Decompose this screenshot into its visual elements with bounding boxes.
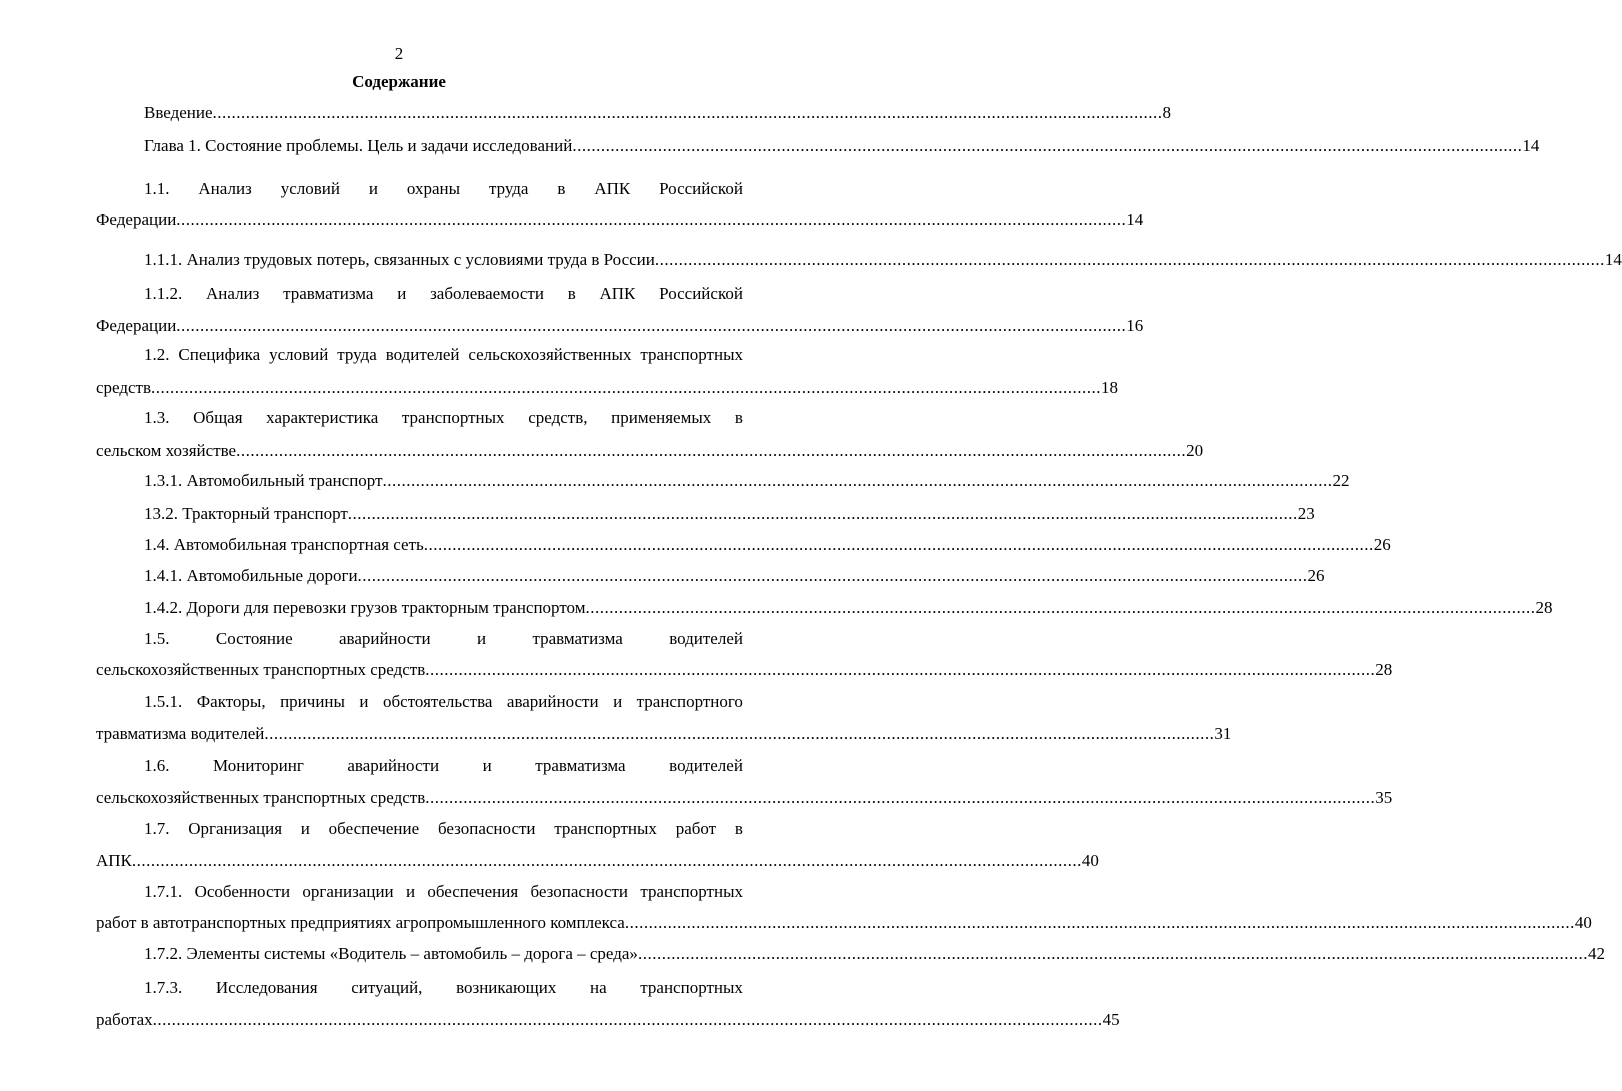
toc-entry[interactable] <box>96 911 1592 935</box>
toc-page-number: 40 <box>1574 913 1592 932</box>
toc-entry-word: в <box>734 408 743 427</box>
toc-leader-dots: ........................................................................................................................................................................................................ <box>382 471 1333 490</box>
toc-page-number: 20 <box>1186 441 1204 460</box>
toc-leader-dots: ........................................................................................................................................................................................................ <box>654 250 1605 269</box>
toc-entry-word: травматизма <box>535 756 626 775</box>
toc-entry-title: 1.1.1. Анализ трудовых потерь, связанных с условиями труда в России <box>144 250 655 269</box>
toc-entry-title: Введение <box>144 103 213 122</box>
toc-entry-word: транспортных <box>640 978 743 997</box>
toc-entry-number: 1.1. <box>144 179 170 198</box>
toc-entry-word: Российской <box>659 284 743 303</box>
toc-entry-word: Исследования <box>215 978 318 997</box>
toc-page-number: 14 <box>1522 136 1540 155</box>
toc-page-number: 28 <box>1375 660 1393 679</box>
toc-entry-word: и <box>368 179 378 198</box>
toc-entry-title: работ в автотранспортных предприятиях агропромышленного комплекса <box>96 913 625 932</box>
toc-entry-word: и <box>477 629 487 648</box>
toc-entry-title: Глава 1. Состояние проблемы. Цель и задачи исследований <box>144 136 573 155</box>
toc-page-number: 40 <box>1081 851 1099 870</box>
toc-entry-line <box>144 406 743 430</box>
toc-page-number: 18 <box>1101 378 1119 397</box>
toc-page-number: 45 <box>1102 1010 1120 1029</box>
toc-page-number: 16 <box>1126 316 1144 335</box>
toc-entry-title: травматизма водителей <box>96 724 265 743</box>
toc-page-number: 31 <box>1214 724 1232 743</box>
toc-entry-number: 1.1.2. <box>144 284 183 303</box>
toc-leader-dots: ........................................................................................................................................................................................................ <box>131 851 1082 870</box>
toc-leader-dots: ........................................................................................................................................................................................................ <box>176 210 1127 229</box>
toc-page-number: 23 <box>1297 504 1315 523</box>
toc-entry[interactable] <box>96 849 1099 873</box>
toc-entry-word: АПК <box>599 284 636 303</box>
toc-entry[interactable] <box>96 208 1144 232</box>
toc-page-number: 14 <box>1604 250 1622 269</box>
toc-entry-word: и <box>300 819 310 838</box>
toc-leader-dots: ........................................................................................................................................................................................................ <box>347 504 1298 523</box>
toc-entry-number: 1.3. <box>144 408 170 427</box>
toc-entry-word: и <box>397 284 407 303</box>
toc-entry-word: АПК <box>594 179 631 198</box>
toc-entry-word: причины <box>280 692 345 711</box>
toc-leader-dots: ........................................................................................................................................................................................................ <box>151 378 1102 397</box>
page-number: 2 <box>394 44 404 63</box>
toc-entry-line <box>144 690 743 714</box>
toc-entry-title: средств <box>96 378 152 397</box>
toc-entry-title: сельском хозяйстве <box>96 441 237 460</box>
toc-entry-word: обеспечение <box>328 819 420 838</box>
toc-entry-word: на <box>589 978 607 997</box>
toc-entry-word: в <box>567 284 576 303</box>
toc-entry-number: 1.5. <box>144 629 170 648</box>
toc-entry-title: 1.4.2. Дороги для перевозки грузов тракторным транспортом <box>144 598 586 617</box>
toc-entry-title: Федерации <box>96 210 177 229</box>
toc-leader-dots: ........................................................................................................................................................................................................ <box>423 535 1374 554</box>
toc-entry[interactable] <box>144 248 1622 272</box>
toc-entry-title: сельскохозяйственных транспортных средств <box>96 788 426 807</box>
toc-entry-word: обстоятельства <box>383 692 493 711</box>
toc-entry[interactable] <box>144 502 1315 526</box>
toc-entry-number: 1.5.1. <box>144 692 183 711</box>
toc-entry-word: Факторы, <box>196 692 266 711</box>
toc-entry-word: труда <box>488 179 529 198</box>
toc-entry-word: аварийности <box>338 629 431 648</box>
toc-entry-title: 1.4. Автомобильная транспортная сеть <box>144 535 424 554</box>
toc-leader-dots: ........................................................................................................................................................................................................ <box>236 441 1187 460</box>
toc-entry-title: 1.4.1. Автомобильные дороги <box>144 566 358 585</box>
toc-entry-word: транспортного <box>636 692 743 711</box>
toc-entry-word: безопасности <box>437 819 536 838</box>
toc-entry-word: и <box>613 692 623 711</box>
toc-entry-word: водителей <box>669 756 743 775</box>
toc-entry-line <box>144 282 743 306</box>
toc-entry-word: Общая <box>193 408 243 427</box>
toc-entry-word: транспортных <box>401 408 505 427</box>
toc-leader-dots: ........................................................................................................................................................................................................ <box>624 913 1575 932</box>
toc-leader-dots: ........................................................................................................................................................................................................ <box>585 598 1536 617</box>
toc-entry-title: 1.7.2. Элементы системы «Водитель – автомобиль – дорога – среда» <box>144 944 638 963</box>
toc-entry[interactable] <box>96 314 1144 338</box>
toc-entry-word: средств, <box>528 408 588 427</box>
toc-leader-dots: ........................................................................................................................................................................................................ <box>212 103 1163 122</box>
toc-page-number: 28 <box>1535 598 1553 617</box>
toc-entry-number: 1.7. <box>144 819 170 838</box>
toc-entry[interactable] <box>96 376 1119 400</box>
toc-entry[interactable] <box>144 564 1325 588</box>
toc-page-number: 35 <box>1375 788 1393 807</box>
toc-leader-dots: ........................................................................................................................................................................................................ <box>637 944 1588 963</box>
toc-entry-word: травматизма <box>532 629 623 648</box>
toc-entry[interactable] <box>96 722 1232 746</box>
toc-entry-title: 13.2. Тракторный транспорт <box>144 504 348 523</box>
toc-entry[interactable] <box>144 596 1553 620</box>
toc-leader-dots: ........................................................................................................................................................................................................ <box>572 136 1523 155</box>
toc-entry-word: заболеваемости <box>430 284 544 303</box>
toc-leader-dots: ........................................................................................................................................................................................................ <box>264 724 1215 743</box>
toc-leader-dots: ........................................................................................................................................................................................................ <box>176 316 1127 335</box>
toc-entry-word: и <box>482 756 492 775</box>
toc-entry[interactable] <box>144 134 1540 158</box>
toc-entry[interactable] <box>144 942 1605 966</box>
toc-entry-number: 1.6. <box>144 756 170 775</box>
toc-entry[interactable] <box>96 658 1393 682</box>
toc-entry-word: охраны <box>406 179 461 198</box>
toc-entry-word: водителей <box>669 629 743 648</box>
toc-entry-line <box>144 976 743 1000</box>
toc-entry-number: 1.7.3. <box>144 978 183 997</box>
toc-leader-dots: ........................................................................................................................................................................................................ <box>357 566 1308 585</box>
toc-entry-line <box>144 177 743 201</box>
toc-entry-word: аварийности <box>347 756 440 775</box>
toc-leader-dots: ........................................................................................................................................................................................................ <box>152 1010 1103 1029</box>
toc-page-number: 26 <box>1373 535 1391 554</box>
toc-entry[interactable] <box>96 439 1204 463</box>
toc-entry-word: Анализ <box>206 284 260 303</box>
toc-page-number: 8 <box>1162 103 1172 122</box>
toc-entry-line <box>144 627 743 651</box>
toc-page-number: 42 <box>1587 944 1605 963</box>
toc-entry[interactable] <box>96 786 1393 810</box>
toc-entry-line <box>144 817 743 841</box>
toc-entry-word: работ <box>675 819 717 838</box>
toc-entry-title: Федерации <box>96 316 177 335</box>
toc-entry-line: 1.7.1. Особенности организации и обеспечения безопасности транспортных <box>144 882 743 901</box>
toc-entry-word: Анализ <box>198 179 252 198</box>
toc-entry-line <box>144 754 743 778</box>
toc-entry[interactable] <box>144 101 1172 125</box>
toc-entry-word: возникающих <box>456 978 557 997</box>
toc-page-number: 26 <box>1307 566 1325 585</box>
toc-entry-word: травматизма <box>283 284 374 303</box>
toc-entry-word: Российской <box>659 179 743 198</box>
toc-entry[interactable] <box>96 1008 1120 1032</box>
toc-entry-word: условий <box>280 179 340 198</box>
toc-page-number: 22 <box>1332 471 1350 490</box>
toc-entry-word: ситуаций, <box>351 978 423 997</box>
toc-entry-title: сельскохозяйственных транспортных средств <box>96 660 426 679</box>
toc-page-number: 14 <box>1126 210 1144 229</box>
toc-entry-word: характеристика <box>266 408 379 427</box>
toc-entry-word: аварийности <box>506 692 599 711</box>
toc-entry-title: 1.3.1. Автомобильный транспорт <box>144 471 383 490</box>
toc-entry-title: работах <box>96 1010 153 1029</box>
toc-entry-word: применяемых <box>611 408 712 427</box>
toc-entry-line: 1.2. Специфика условий труда водителей сельскохозяйственных транспортных <box>144 345 743 364</box>
toc-entry-word: в <box>734 819 743 838</box>
toc-entry[interactable] <box>144 469 1350 493</box>
toc-entry-word: Организация <box>188 819 283 838</box>
toc-entry-word: транспортных <box>554 819 657 838</box>
toc-entry-word: в <box>557 179 566 198</box>
toc-entry[interactable] <box>144 533 1391 557</box>
toc-leader-dots: ........................................................................................................................................................................................................ <box>425 788 1376 807</box>
toc-entry-word: Мониторинг <box>213 756 304 775</box>
toc-entry-word: Состояние <box>215 629 293 648</box>
toc-leader-dots: ........................................................................................................................................................................................................ <box>425 660 1376 679</box>
page-title: Содержание <box>352 72 446 91</box>
toc-entry-title: АПК <box>96 851 132 870</box>
toc-entry-word: и <box>359 692 369 711</box>
